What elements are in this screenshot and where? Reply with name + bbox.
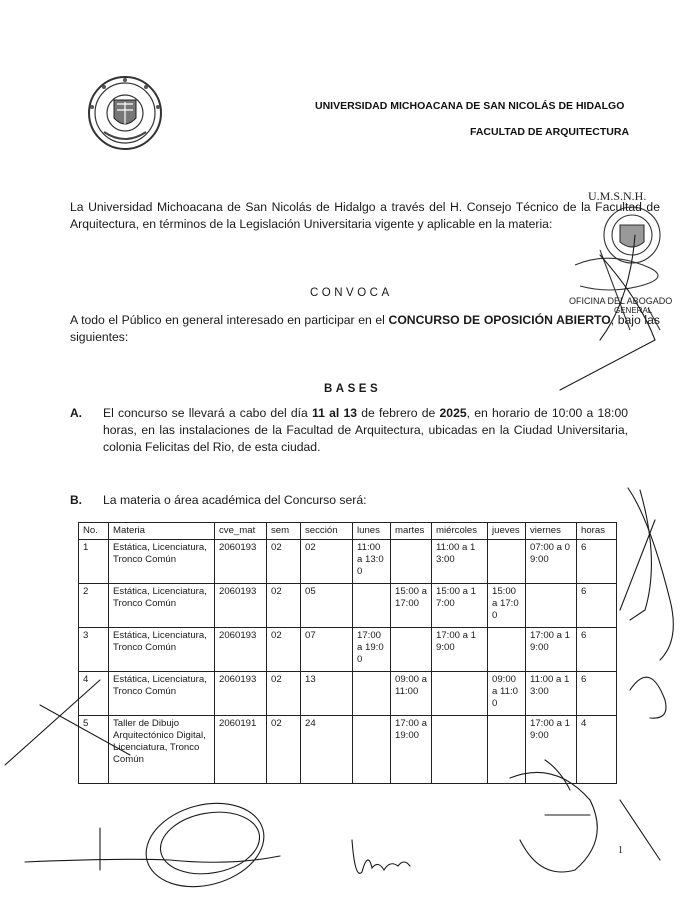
table-row: 5 Taller de Dibujo Arquitectónico Digital, Licenciatura, Tronco Común 2060191 02 24 17:00 a 19:00 17:00 a 19:00 4 <box>79 716 617 784</box>
convoca-heading: CONVOCA <box>310 287 393 299</box>
table-row: 4 Estática, Licenciatura, Tronco Común 2060193 02 13 09:00 a 11:00 09:00 a 11:00 11:00 a 13:00 6 <box>79 672 617 716</box>
university-name: UNIVERSIDAD MICHOACANA DE SAN NICOLÁS DE HIDALGO <box>315 100 625 112</box>
table-row: 2 Estática, Licenciatura, Tronco Común 2060193 02 05 15:00 a 17:00 15:00 a 17:00 15:00 a 17:00 6 <box>79 584 617 628</box>
intro-paragraph: La Universidad Michoacana de San Nicolás de Hidalgo a través del H. Consejo Técnico de la Facultad de Arquitectura, en términos de la Legislación Universitaria vigente y aplicable en la materia: <box>70 200 660 231</box>
call-text-after: , bajo las siguientes: <box>70 313 660 344</box>
call-text-before: A todo el Público en general interesado en participar en el <box>70 313 389 327</box>
item-b-text: La materia o área académica del Concurso será: <box>103 493 367 507</box>
col-header-martes: martes <box>391 523 432 540</box>
stamp-office-sublabel: GENERAL <box>614 306 653 315</box>
col-header-seccion: sección <box>301 523 353 540</box>
col-header-lunes: lunes <box>353 523 391 540</box>
svg-text:U.M.S.N.H.: U.M.S.N.H. <box>588 190 647 203</box>
table-row: 1 Estática, Licenciatura, Tronco Común 2060193 02 02 11:00 a 13:00 11:00 a 13:00 07:00 a 09:00 6 <box>79 540 617 584</box>
item-b-letter: B. <box>70 493 82 507</box>
col-header-cve-mat: cve_mat <box>215 523 267 540</box>
col-header-sem: sem <box>267 523 301 540</box>
table-row: 3 Estática, Licenciatura, Tronco Común 2060193 02 07 17:00 a 19:00 17:00 a 19:00 17:00 a 19:00 6 <box>79 628 617 672</box>
col-header-no: No. <box>79 523 109 540</box>
col-header-jueves: jueves <box>488 523 526 540</box>
call-contest-name: CONCURSO DE OPOSICIÓN ABIERTO <box>388 313 611 327</box>
faculty-name: FACULTAD DE ARQUITECTURA <box>470 126 630 138</box>
bases-heading: BASES <box>324 383 382 395</box>
item-a-text: El concurso se llevará a cabo del día 11 al 13 de febrero de 2025, en horario de 10:00 a 18:00 horas, en las instalaciones de la Facultad de Arquitectura, ubicadas en la Ciudad Universitaria, colonia Felicitas del Rio, de esta ciudad. <box>103 406 628 454</box>
col-header-materia: Materia <box>109 523 215 540</box>
stamp-office-label: OFICINA DEL ABOGADO <box>569 296 673 306</box>
col-header-miercoles: miércoles <box>432 523 488 540</box>
item-a-letter: A. <box>70 406 82 420</box>
page-number: 1 <box>618 845 623 856</box>
col-header-viernes: viernes <box>526 523 577 540</box>
col-header-horas: horas <box>577 523 617 540</box>
